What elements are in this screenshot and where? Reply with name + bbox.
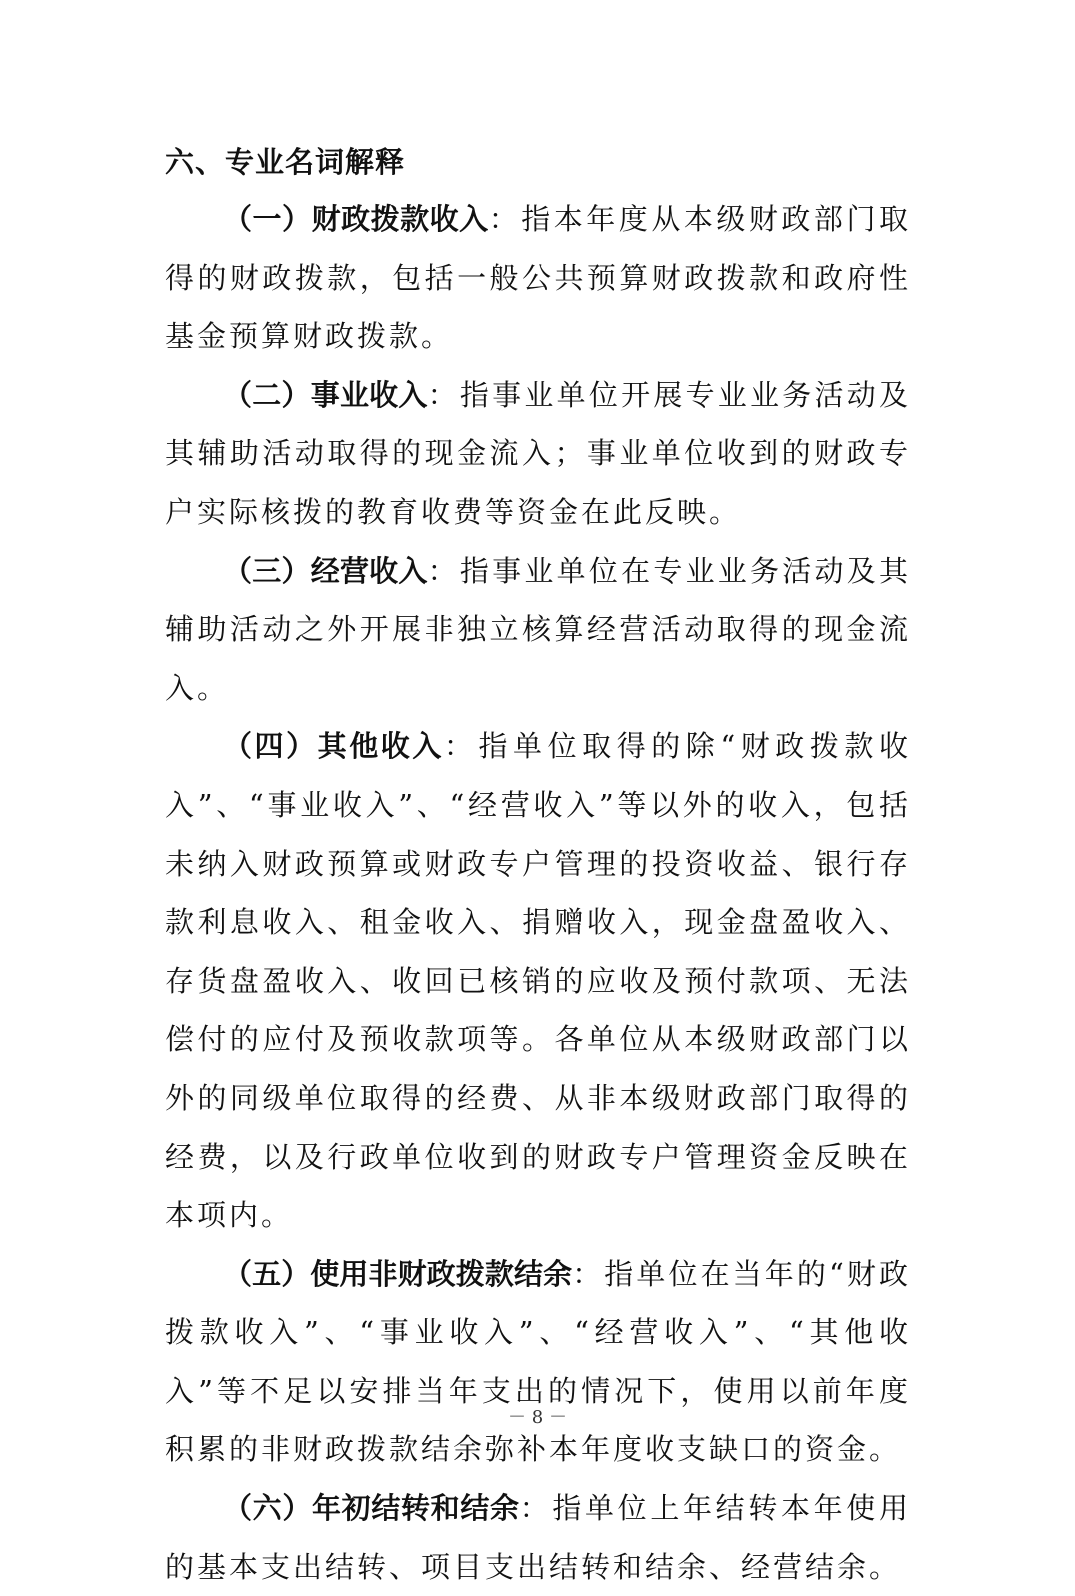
definition-paragraph-3	[165, 542, 911, 718]
page-number: － 8 －	[508, 1407, 567, 1428]
term-definition: ：指单位取得的除“财政拨款收入”、“事业收入”、“经营收入”等以外的收入，包括未纳入财政预算或财政专户管理的投资收益、银行存款利息收入、租金收入、捐赠收入，现金盘盈收入、存货盘盈收入、收回已核销的应收及预付款项、无法偿付的应付及预收款项等。各单位从本级财政部门以外的同级单位取得的经费、从非本级财政部门取得的经费，以及行政单位收到的财政专户管理资金反映在本项内。	[165, 729, 911, 1233]
term-label: （二）事业收入	[223, 377, 428, 412]
page-body	[165, 134, 911, 1596]
term-definition: ：指事业单位在专业业务活动及其辅助活动之外开展非独立核算经营活动取得的现金流入。	[165, 553, 911, 705]
term-label: （五）使用非财政拨款结余	[223, 1256, 573, 1291]
section-title: 六、专业名词解释	[165, 145, 406, 179]
definition-paragraph-2	[165, 366, 911, 542]
term-definition: ：指单位上年结转本年使用的基本支出结转、项目支出结转和结余、经营结余。	[165, 1491, 911, 1584]
term-definition: ：指本年度从本级财政部门取得的财政拨款，包括一般公共预算财政拨款和政府性基金预算财政拨款。	[165, 202, 911, 354]
term-definition: ：指事业单位开展专业业务活动及其辅助活动取得的现金流入；事业单位收到的财政专户实际核拨的教育收费等资金在此反映。	[165, 377, 911, 529]
term-label: （六）年初结转和结余	[223, 1491, 520, 1526]
definition-paragraph-5	[165, 1245, 911, 1479]
term-definition: ：指单位在当年的“财政拨款收入”、“事业收入”、“经营收入”、“其他收入”等不足以安排当年支出的情况下，使用以前年度积累的非财政拨款结余弥补本年度收支缺口的资金。	[165, 1256, 911, 1467]
definition-paragraph-1	[165, 190, 911, 366]
definition-paragraph-4	[165, 717, 911, 1244]
term-label: （三）经营收入	[223, 553, 428, 588]
term-label: （四）其他收入	[223, 729, 444, 764]
term-label: （一）财政拨款收入	[223, 202, 489, 236]
definition-paragraph-6	[165, 1479, 911, 1596]
